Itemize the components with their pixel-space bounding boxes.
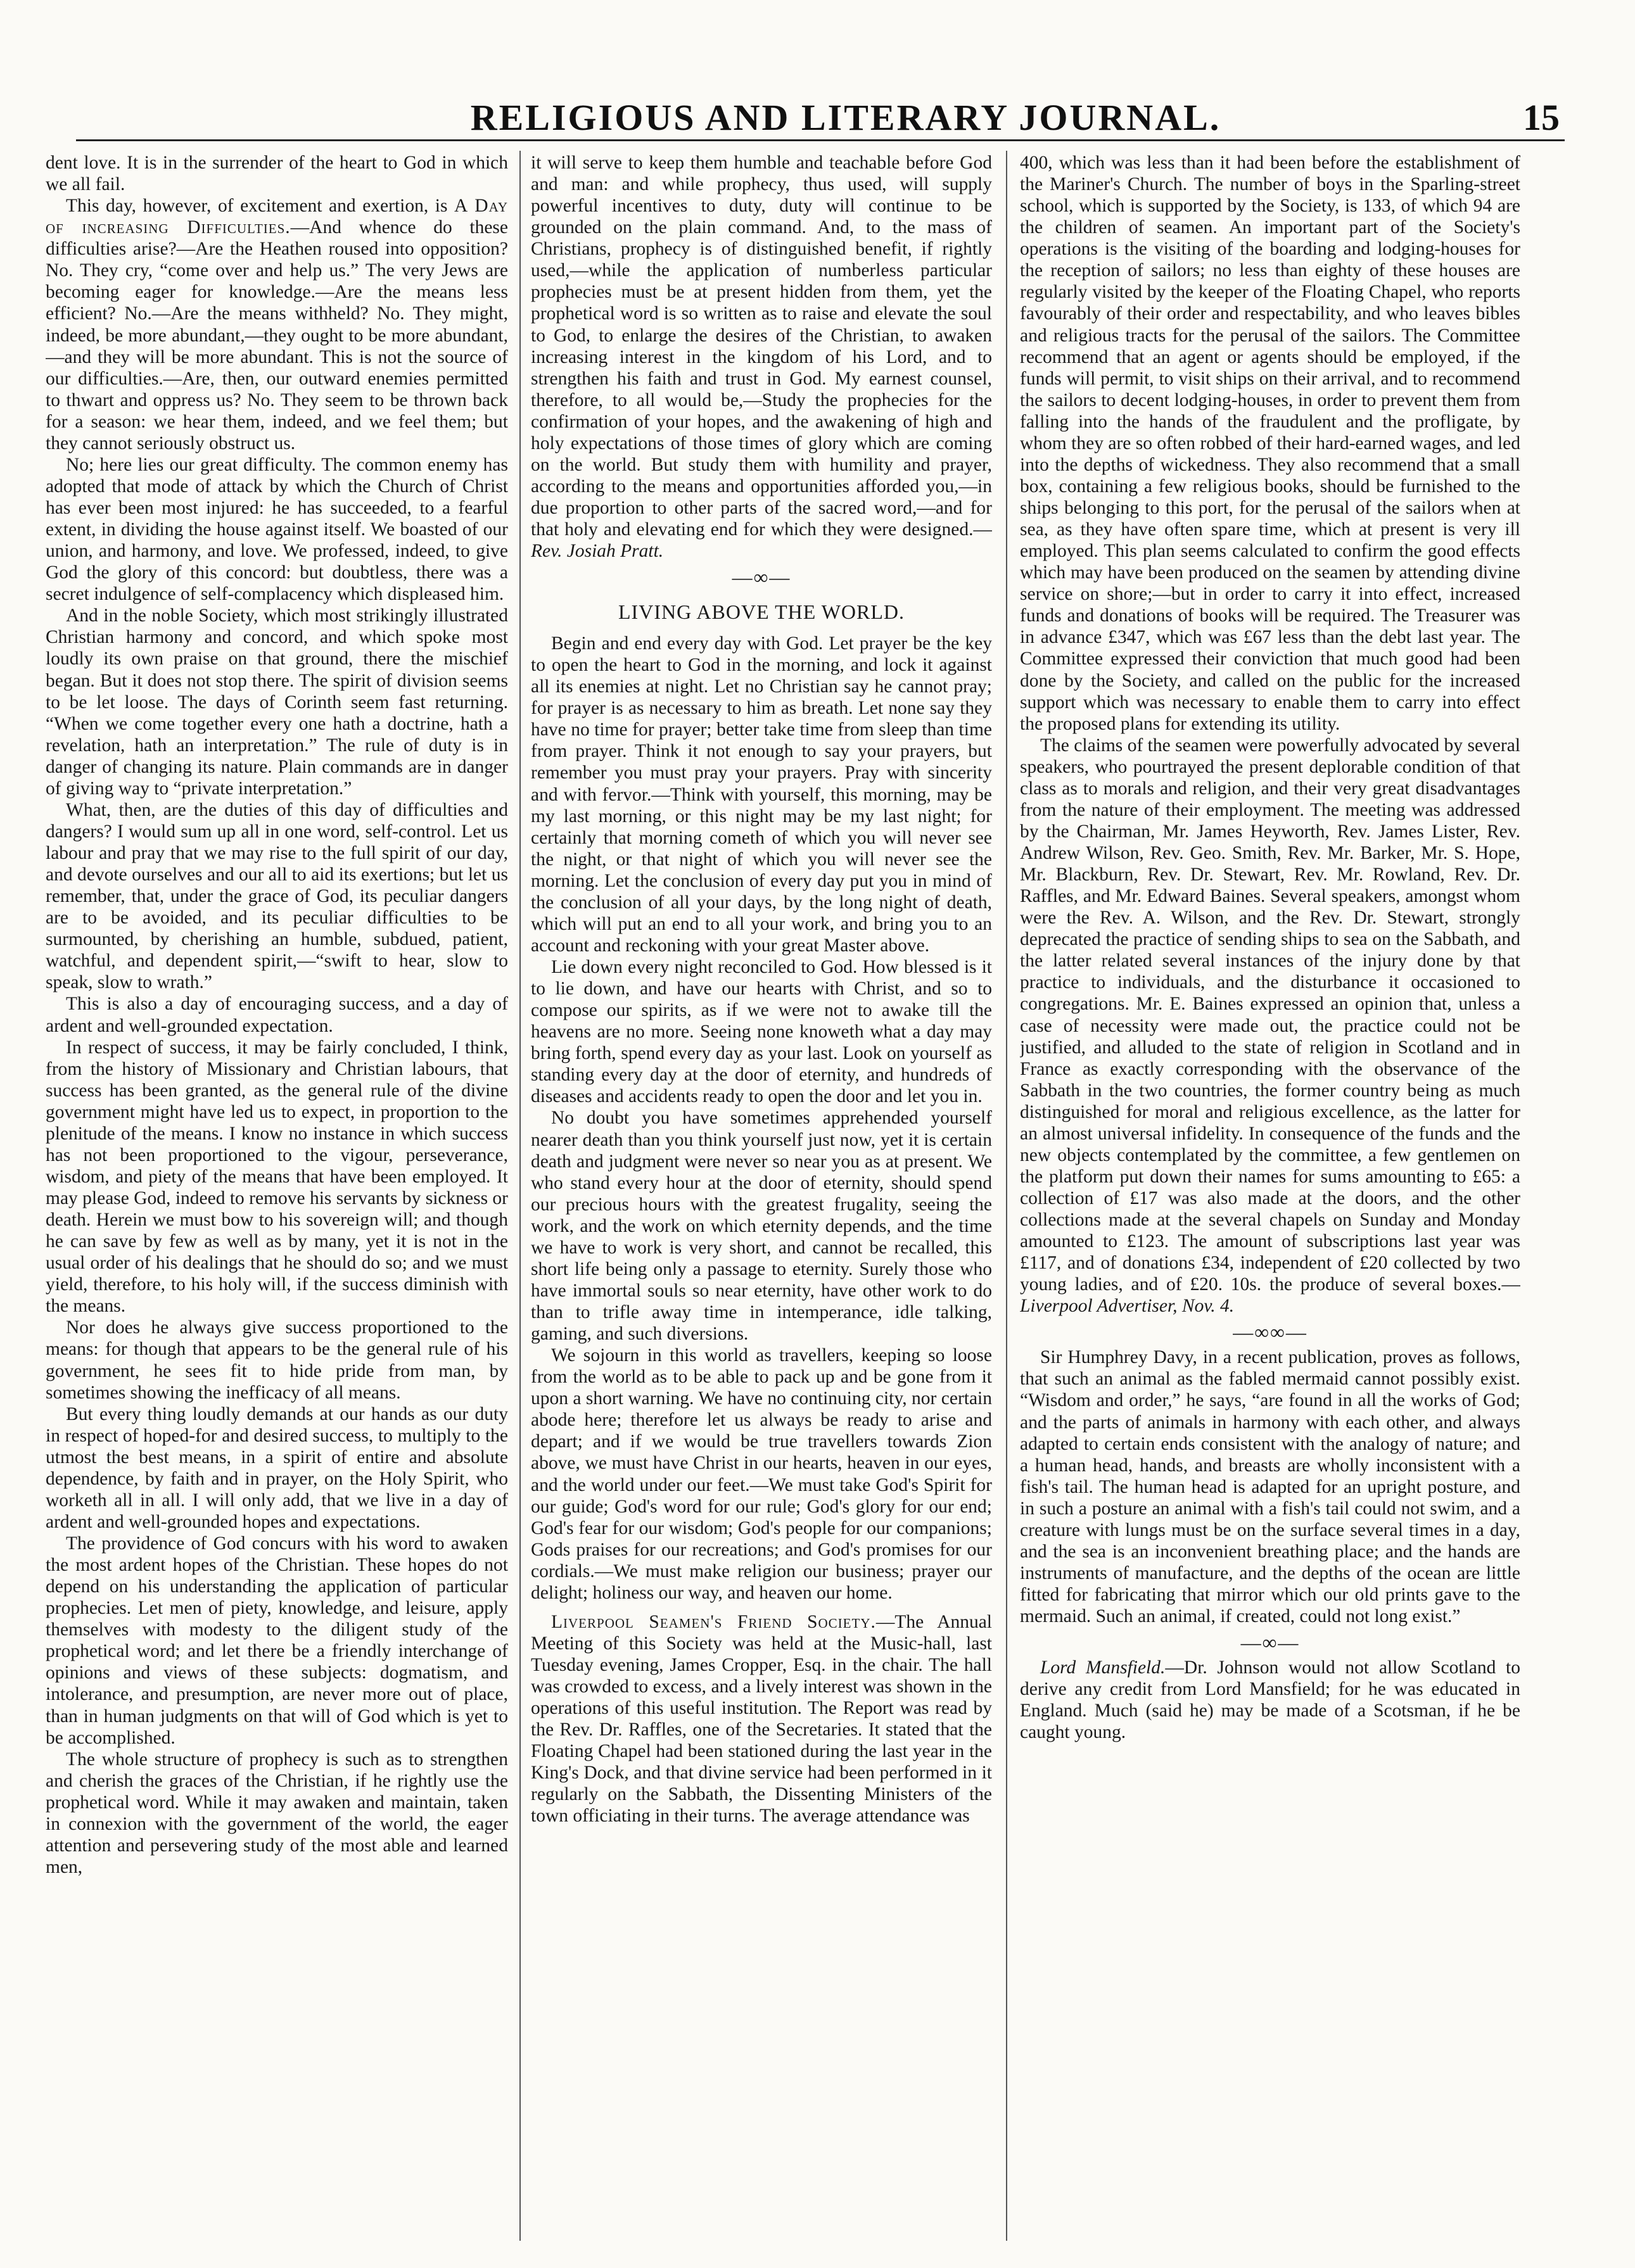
paragraph: No doubt you have sometimes apprehended yourself nearer death than you think yourself just now, yet it is certain death and judgment were never so near you as at present. We who stand every hour at the door of eternity, should spend our precious hours with the greatest frugality, seeing the work, and the work on which eternity depends, and the time we have to work is very short, and cannot be recalled, this short life being only a passage to eternity. Surely those who have immortal souls so near eternity, have other work to do than to trifle away time in intemperance, idle talking, gaming, and such diversions. [531,1108,992,1345]
paragraph: Sir Humphrey Davy, in a recent publication, proves as follows, that such an animal as the fabled mermaid cannot possibly exist. “Wisdom and order,” he says, “are found in all the works of God; and the parts of animals in harmony with each other, and always adapted to certain ends consistent with the analogy of nature; and a human head, hands, and breasts are wholly inconsistent with a fish's tail. The human head is adapted for an upright posture, and in such a posture an animal with a fish's tail could not swim, and a creature with lungs must be on the surface several times in a day, and the sea is an inconvenient breathing place; and the hands are instruments of manufacture, and the depths of the ocean are little fitted for fabricating that mirror which our old prints gave to the mermaid. Such an animal, if created, could not long exist.” [1020,1347,1520,1627]
paragraph [531,1611,992,1827]
paragraph: No; here lies our great difficulty. The common enemy has adopted that mode of attack by which the Church of Christ has ever been most injured: he has succeeded, to a fearful extent, in dividing the house against itself. We boasted of our union, and harmony, and love. We professed, indeed, to give God the glory of this concord: but doubtless, there was a secret indulgence of self-complacency which displeased him. [46,454,508,605]
paragraph-lead: This day, however, of excitement and exertion, is [66,196,455,217]
column-1 [46,152,508,2242]
paragraph-text: —And whence do these difficulties arise?—Are the Heathen roused into opposition? No. They cry, “come over and help us.” The very Jews are becoming eager for knowledge.—Are the means less efficient? No.—Are the means withheld? No. They might, indeed, be more abundant,—they ought to be more abundant,—and they will be more abundant. This is not the source of our difficulties.—Are, then, our outward enemies permitted to thwart and oppress us? No. They seem to be thrown back for a season: we hear them, indeed, and we feel them; but they cannot seriously obstruct us. [46,217,508,453]
paragraph: Begin and end every day with God. Let prayer be the key to open the heart to God in the morning, and lock it against all its enemies at night. Let no Christian say he cannot pray; for prayer is as necessary to him as breath. Let none say they have no time for prayer; better take time from sleep than time from prayer. Think it not enough to say your prayers, but remember you must pray your prayers. Pray with sincerity and with fervor.—Think with yourself, this morning, may be my last morning, or this night may be my last night; for certainly that morning cometh of which you will never see the night, or that night of which you will never see the morning. Let the conclusion of every day put you in mind of the conclusion of all your days, by the long night of death, which will put an end to all your work, and bring you to an account and reckoning with your great Master above. [531,633,992,956]
section-title: LIVING ABOVE THE WORLD. [618,600,905,624]
header-rule [76,139,1565,141]
paragraph: Nor does he always give success proportioned to the means: for though that appears to be the general rule of his government, he sees fit to hide pride from man, by sometimes showing the inefficacy of all means. [46,1317,508,1403]
paragraph: The providence of God concurs with his word to awaken the most ardent hopes of the Christian. These hopes do not depend on his understanding the application of particular prophecies. Let men of piety, knowledge, and leisure, apply themselves with modesty to the diligent study of the prophetical word; and let there be a friendly interchange of opinions and views of these subjects: dogmatism, and intolerance, and presumption, are never more out of place, than in human judgments on that will of God which is yet to be accomplished. [46,1533,508,1748]
ornament-divider: —∞— [732,566,791,589]
column-3 [1020,152,1520,2242]
paragraph-text: —Dr. Johnson would not allow Scotland to derive any credit from Lord Mansfield; for he was educated in England. Much (said he) may be made of a Scotsman, if he be caught young. [1020,1657,1520,1743]
paragraph: dent love. It is in the surrender of the heart to God in which we all fail. [46,153,508,195]
paragraph-text: The claims of the seamen were powerfully advocated by several speakers, who pourtrayed the present deplorable condition of that class as to morals and religion, and their very great disadvantages from the nature of their employment. The meeting was addressed by the Chairman, Mr. James Heyworth, Rev. James Lister, Rev. Andrew Wilson, Rev. Geo. Smith, Rev. Mr. Barker, Mr. S. Hope, Mr. Blackburn, Rev. Dr. Stewart, Rev. Mr. Rowland, Rev. Dr. Raffles, and Mr. Edward Baines. Several speakers, amongst whom were the Rev. A. Wilson, and the Rev. Dr. Stewart, strongly deprecated the practice of sending ships to sea on the Sabbath, and the latter related several instances of the injury done by that practice to individuals, and the disturbance it occasioned to congregations. Mr. E. Baines expressed an opinion that, unless a case of necessity were made out, the practice could not be justified, and alluded to the state of religion in Scotland and in France as exactly corresponding with the observance of the Sabbath in the two countries, the former country being as much distinguished for moral and religious excellence, as the latter for an almost universal infidelity. In consequence of the funds and the new objects contemplated by the committee, a few gentlemen on the platform put down their names for sums amounting to £65: a collection of £17 was also made at the doors, and the other collections made at the several chapels on Sunday and Monday amounted to £123. The amount of subscriptions last year was £117, and of donations £34, independent of £20 collected by two young ladies, and of £20. 10s. the produce of several boxes.— [1020,735,1520,1295]
paragraph: But every thing loudly demands at our hands as our duty in respect of hoped-for and desired success, to multiply to the utmost the best means, in a spirit of entire and absolute dependence, by faith and in prayer, on the Holy Spirit, who worketh all in all. I will only add, that we live in a day of ardent and well-grounded hopes and expectations. [46,1403,508,1532]
spacer [531,1604,992,1611]
paragraph-text: it will serve to keep them humble and teachable before God and man: and while prophecy, thus used, will supply powerful incentives to duty, duty will continue to be grounded on the plain command. And, to the mass of Christians, prophecy is of distinguished benefit, if rightly used,—while the application of numberless particular prophecies must be at present hidden from them, yet the prophetical word is so written as to raise and elevate the soul to God, to enlarge the desires of the Christian, to awaken increasing interest in the kingdom of his Lord, and to strengthen his faith and trust in God. My earnest counsel, therefore, to all would be,—Study the prophecies for the confirmation of your hopes, and the awakening of high and holy expectations of those times of glory which are coming on the world. But study them with humility and prayer, according to the means and opportunities afforded you,—in due proportion to other parts of the sacred word,—and for that holy and elevating end for which they were designed.— [531,153,992,540]
paragraph: 400, which was less than it had been before the establishment of the Mariner's Church. The number of boys in the Sparling-street school, which is supported by the Society, is 133, of which 94 are the children of seamen. An important part of the Society's operations is the visiting of the boarding and lodging-houses for the reception of sailors; no less than eighty of these houses are regularly visited by the keeper of the Floating Chapel, who reports favourably of their order and respectability, and who leaves bibles and religious tracts for the perusal of the sailors. The Committee recommend that an agent or agents should be employed, if the funds will permit, to visit ships on their arrival, and to recommend the sailors to decent lodging-houses, in order to prevent them from falling into the hands of the fraudulent and the profligate, by whom they are so often robbed of their hard-earned wages, and led into the depths of wickedness. They also recommend that a small box, containing a few religious books, should be furnished to the ships belonging to this port, for the perusal of the sailors when at sea, as they have often spare time, which at present is very ill employed. This plan seems calculated to confirm the good effects which may have been produced on the seamen by attending divine service on shore;—but in order to carry it into effect, increased funds and donations of books will be required. The Treasurer was in advance £347, which was £67 less than the debt last year. The Committee expressed their conviction that much good had been done by the Society, and called on the public for the increased support which was necessary to enable them to carry into effect the proposed plans for extending its utility. [1020,153,1520,734]
journal-title: RELIGIOUS AND LITERARY JOURNAL. [470,97,1221,138]
paragraph: This is also a day of encouraging success, and a day of ardent and well-grounded expectation. [46,994,508,1036]
paragraph: What, then, are the duties of this day of difficulties and dangers? I would sum up all in one word, self-control. Let us labour and pray that we may rise to the full spirit of our day, and devote ourselves and our all to aid its exertions; but let us remember, that, under the grace of God, its peculiar dangers are to be avoided, and its peculiar difficulties to be surmounted, by cherishing an humble, subdued, patient, watchful, and dependent spirit,—“swift to hear, slow to speak, slow to wrath.” [46,799,508,993]
paragraph [1020,1657,1520,1743]
paragraph [46,195,508,454]
page-number: 15 [1523,97,1560,138]
small-caps-heading: A Day of increasing Difficulties. [46,196,508,238]
paragraph: The whole structure of prophecy is such as to strengthen and cherish the graces of the Christian, if he rightly use the prophetical word. While it may awaken and maintain, taken in connexion with the government of the world, the eager attention and persevering study of the most able and learned men, [46,1749,508,1877]
ornament-divider: —∞— [1240,1631,1300,1654]
attribution: Rev. Josiah Pratt. [531,541,664,562]
paragraph-lead: Lord Mansfield. [1040,1657,1166,1678]
paragraph-text: —The Annual Meeting of this Society was held at the Music-hall, last Tuesday evening, James Cropper, Esq. in the chair. The hall was crowded to excess, and a lively interest was shown in the operations of this useful institution. The Report was read by the Rev. Dr. Raffles, one of the Secretaries. It stated that the Floating Chapel had been stationed during the last year in the King's Dock, and that divine service had been performed in it regularly on the Sabbath, the Dissenting Ministers of the town officiating in their turns. The average attendance was [531,1611,992,1827]
ornament-divider: —∞∞— [1233,1321,1307,1344]
column-divider [1006,151,1007,2241]
source-credit: Liverpool Advertiser, Nov. 4. [1020,1296,1235,1317]
column-divider [519,151,521,2241]
small-caps-heading: Liverpool Seamen's Friend Society. [551,1611,876,1632]
running-head [127,94,1565,139]
paragraph [531,152,992,562]
paragraph [1020,735,1520,1317]
paragraph: Lie down every night reconciled to God. How blessed is it to lie down, and have our hearts with Christ, and so to compose our spirits, as if we were not to awake till the heavens are no more. Seeing none knoweth what a day may bring forth, spend every day as your last. Look on yourself as standing every day at the door of eternity, and hundreds of diseases and accidents ready to open the door and let you in. [531,957,992,1107]
paragraph: We sojourn in this world as travellers, keeping so loose from the world as to be able to pack up and be gone from it upon a short warning. We have no continuing city, nor certain abode here; therefore let us always be ready to arise and depart; and if we would be true travellers towards Zion above, we must have Christ in our hearts, heaven in our eyes, and the world under our feet.—We must take God's Spirit for our guide; God's word for our rule; God's glory for our end; God's fear for our wisdom; God's people for our companions; Gods praises for our recreations; and God's promises for our cordials.—We must make religion our business; prayer our delight; holiness our way, and heaven our home. [531,1345,992,1603]
column-2 [531,152,992,2242]
paragraph: In respect of success, it may be fairly concluded, I think, from the history of Missionary and Christian labours, that success has been granted, as the general rule of the divine government might have led us to expect, in proportion to the plenitude of the means. I know no instance in which success has not been proportioned to the vigour, perseverance, wisdom, and piety of the means that have been employed. It may please God, indeed to remove his servants by sickness or death. Herein we must bow to his sovereign will; and though he can save by few as well as by many, yet it is not in the usual order of his dealings that he should do so; and we must yield, therefore, to his holy will, if the success diminish with the means. [46,1037,508,1317]
paragraph: And in the noble Society, which most strikingly illustrated Christian harmony and concord, and which spoke most loudly its own praise on that ground, there the mischief began. But it does not stop there. The spirit of division seems to be let loose. The days of Corinth seem fast returning. “When we come together every one hath a doctrine, hath a revelation, hath an interpretation.” The rule of duty is in danger of changing its nature. Plain commands are in danger of giving way to “private interpretation.” [46,605,508,799]
